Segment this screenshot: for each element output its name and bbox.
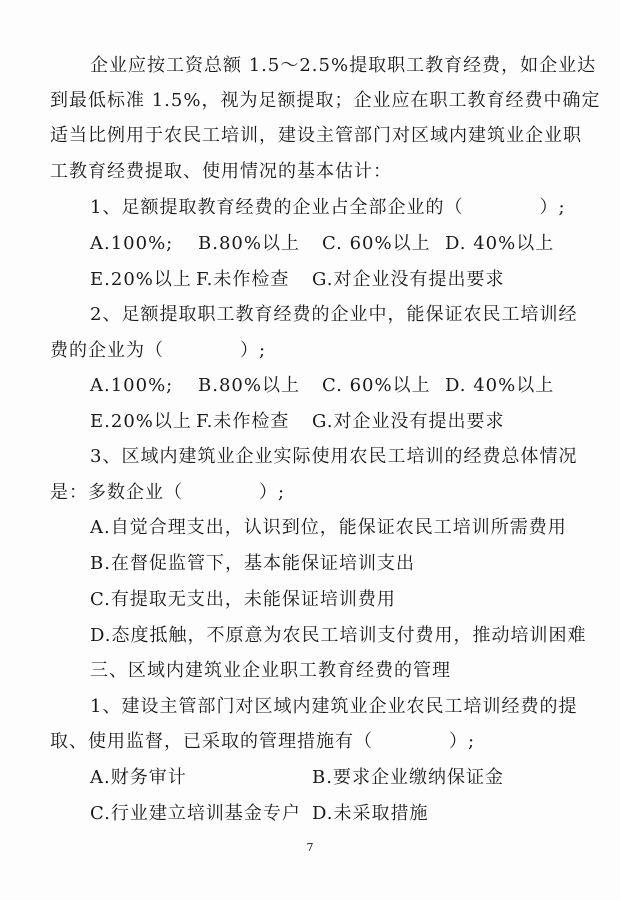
q1-option-d: D. 40%以上 <box>445 233 555 254</box>
q2-question-line-1: 2、足额提取职工教育经费的企业中，能保证农民工培训经 <box>90 304 578 325</box>
q1-option-g: G.对企业没有提出要求 <box>312 269 505 290</box>
q2-option-b: B.80%以上 <box>198 375 300 396</box>
q2-option-e: E.20%以上 <box>90 411 192 432</box>
q3-option-c: C.有提取无支出，未能保证培训费用 <box>90 589 396 610</box>
q2-question-line-2: 费的企业为（ ）; <box>50 340 267 361</box>
intro-line-1: 企业应按工资总额 1.5～2.5%提取职工教育经费，如企业达 <box>90 55 597 76</box>
q1-option-c: C. 60%以上 <box>322 233 431 254</box>
q1-option-e: E.20%以上 <box>90 269 192 290</box>
section-3-q1-line-1: 1、建设主管部门对区域内建筑业企业农民工培训经费的提 <box>90 696 578 717</box>
q2-option-d: D. 40%以上 <box>445 375 555 396</box>
q3-question-line-2: 是：多数企业（ ）; <box>50 482 286 503</box>
q2-option-g: G.对企业没有提出要求 <box>312 411 505 432</box>
page-number: 7 <box>306 841 314 854</box>
q2-option-a: A.100%; <box>90 375 174 396</box>
intro-line-2: 到最低标准 1.5%，视为足额提取；企业应在职工教育经费中确定 <box>50 90 601 111</box>
q1-question: 1、足额提取教育经费的企业占全部企业的（ ）; <box>90 197 566 218</box>
q3-question-line-1: 3、区域内建筑业企业实际使用农民工培训的经费总体情况 <box>90 446 578 467</box>
q2-option-f: F.未作检查 <box>196 411 290 432</box>
section-3-heading: 三、区域内建筑业企业职工教育经费的管理 <box>90 660 451 681</box>
q2-option-c: C. 60%以上 <box>322 375 431 396</box>
q3-option-a: A.自觉合理支出，认识到位，能保证农民工培训所需费用 <box>90 517 567 538</box>
section-3-q1-line-2: 取、使用监督，已采取的管理措施有（ ）; <box>50 731 476 752</box>
q1-option-f: F.未作检查 <box>196 269 290 290</box>
q3-option-b: B.在督促监管下，基本能保证培训支出 <box>90 553 415 574</box>
intro-line-4: 工教育经费提取、使用情况的基本估计： <box>50 161 392 182</box>
q3-option-d: D.态度抵触，不原意为农民工培训支付费用，推动培训困难 <box>90 625 587 646</box>
section-3-option-c: C.行业建立培训基金专户 <box>90 803 301 824</box>
q1-option-b: B.80%以上 <box>198 233 300 254</box>
section-3-option-d: D.未采取措施 <box>312 803 429 824</box>
q1-option-a: A.100%; <box>90 233 174 254</box>
section-3-option-b: B.要求企业缴纳保证金 <box>312 767 504 788</box>
section-3-option-a: A.财务审计 <box>90 767 187 788</box>
intro-line-3: 适当比例用于农民工培训，建设主管部门对区域内建筑业企业职 <box>50 125 582 146</box>
